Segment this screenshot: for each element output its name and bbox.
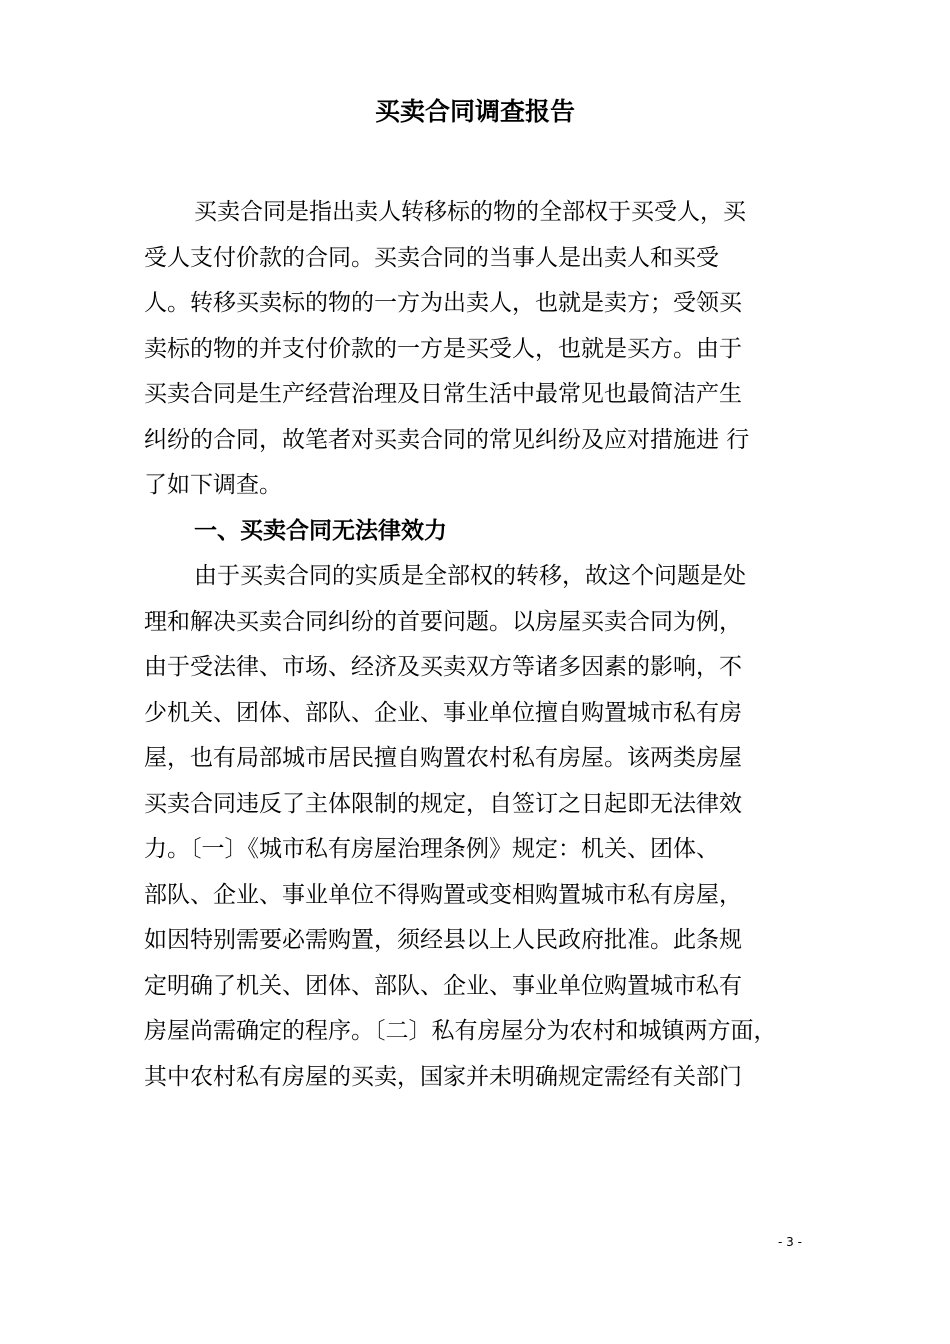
text-line: 买卖合同是指出卖人转移标的物的全部权于买受人，买 [194, 199, 746, 225]
text-line: 理和解决买卖合同纠纷的首要问题。以房屋买卖合同为例， [144, 608, 742, 635]
paragraph-section1 [144, 554, 812, 1100]
text-line: 力。〔一〕《城市私有房屋治理条例》规定：机关、团体、 [144, 836, 719, 862]
text-line: 买卖合同是生产经营治理及日常生活中最常见也最简洁产生 [144, 381, 742, 407]
text-line: 定明确了机关、团体、部队、企业、事业单位购置城市私有 [144, 972, 742, 999]
text-line: 由于买卖合同的实质是全部权的转移，故这个问题是处 [194, 563, 746, 589]
paragraph-intro [144, 190, 812, 509]
document-body [144, 190, 812, 1100]
document-title: 买卖合同调查报告 [374, 97, 575, 126]
text-line: 纠纷的合同，故笔者对买卖合同的常见纠纷及应对措施进 行 [144, 426, 750, 453]
text-line: 如因特别需要必需购置，须经县以上人民政府批准。此条规 [144, 927, 742, 953]
text-line: 由于受法律、市场、经济及买卖双方等诸多因素的影响，不 [144, 654, 742, 680]
text-line: 屋，也有局部城市居民擅自购置农村私有房屋。该两类房屋 [144, 745, 742, 771]
text-line: 少机关、团体、部队、企业、事业单位擅自购置城市私有房 [144, 699, 742, 726]
text-line: 买卖合同违反了主体限制的规定，自签订之日起即无法律效 [144, 790, 742, 817]
text-line: 其中农村私有房屋的买卖，国家并未明确规定需经有关部门 [144, 1063, 742, 1090]
text-line: 受人支付价款的合同。买卖合同的当事人是出卖人和买受 [144, 244, 719, 271]
page-number: - 3 - [778, 1235, 802, 1249]
text-line: 房屋尚需确定的程序。〔二〕私有房屋分为农村和城镇两方面， [144, 1018, 777, 1044]
text-line: 卖标的物的并支付价款的一方是买受人，也就是买方。由于 [144, 335, 742, 362]
section-heading: 一、买卖合同无法律效力 [194, 517, 447, 544]
text-line: 了如下调查。 [144, 472, 282, 498]
text-line: 人。转移买卖标的物的一方为出卖人，也就是卖方；受领买 [144, 290, 742, 316]
text-line: 部队、企业、事业单位不得购置或变相购置城市私有房屋， [144, 881, 742, 908]
